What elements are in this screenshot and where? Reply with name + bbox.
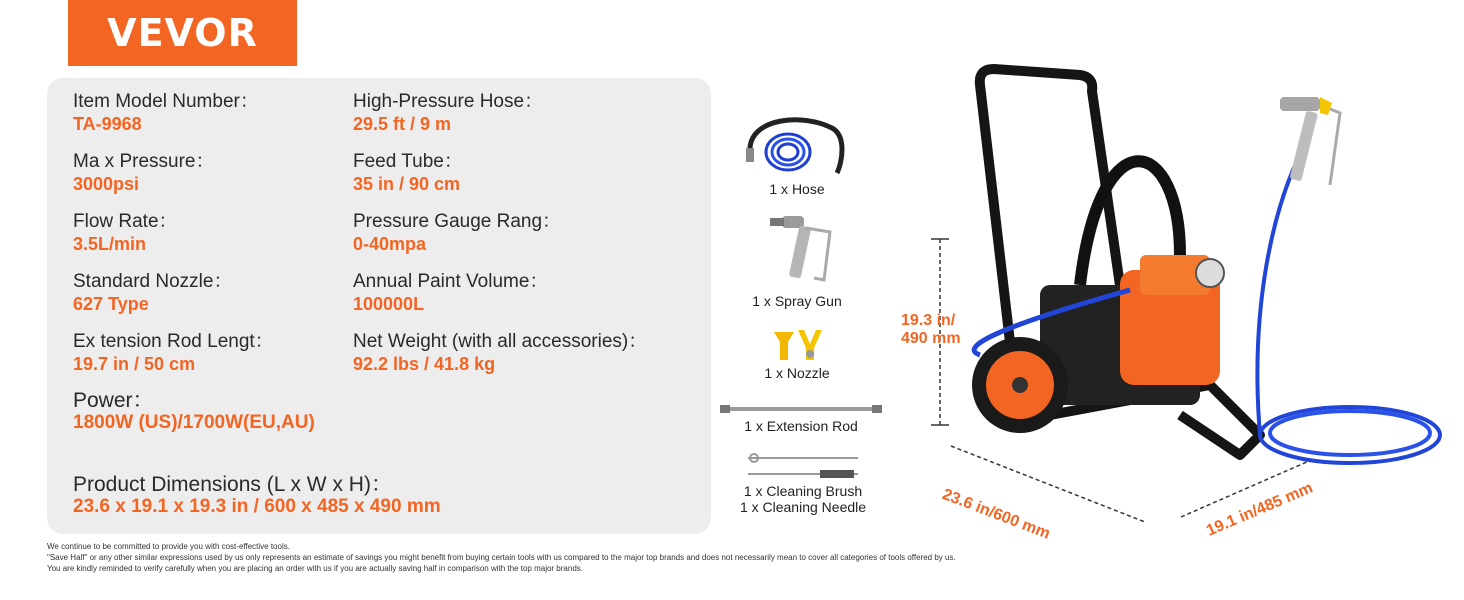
spec-pressure-gauge-range (353, 211, 561, 255)
spec-high-pressure-hose (353, 91, 543, 135)
logo-text: VEVOR (107, 11, 258, 55)
spec-label: High-Pressure Hose： (353, 91, 544, 112)
spec-value: 23.6 x 19.1 x 19.3 in / 600 x 485 x 490 mm (73, 496, 441, 517)
height-dimension-mm: 490 mm (901, 330, 961, 347)
disclaimer-line: We continue to be committed to provide you with cost-effective tools. (47, 542, 290, 551)
brand-logo (68, 0, 297, 66)
spec-label: Standard Nozzle： (73, 271, 233, 292)
spec-label: Pressure Gauge Rang： (353, 211, 562, 232)
spec-annual-paint-volume (353, 271, 548, 315)
accessory-hose (733, 108, 861, 197)
nozzle-icon (752, 326, 842, 362)
spec-value: 92.2 lbs / 41.8 kg (353, 354, 496, 374)
spec-max-pressure (73, 151, 214, 195)
spec-value: 19.7 in / 50 cm (73, 354, 196, 374)
spec-value: TA-9968 (73, 114, 142, 134)
spec-value: 3.5L/min (73, 234, 147, 254)
spec-label: Annual Paint Volume： (353, 271, 549, 292)
cleaning-brush-icon (740, 450, 866, 480)
accessory-label: 1 x Cleaning Needle (739, 499, 867, 515)
accessory-extension-rod (718, 402, 884, 434)
spec-value: 627 Type (73, 294, 149, 314)
spec-value: 0-40mpa (353, 234, 427, 254)
spec-product-dimensions (73, 474, 441, 518)
spec-value: 1800W (US)/1700W(EU,AU) (73, 412, 315, 433)
spec-label: Feed Tube： (353, 151, 463, 172)
length-dimension-label: 23.6 in/600 mm (939, 486, 1053, 543)
spec-label: Ma x Pressure： (73, 151, 215, 172)
height-dimension-label (901, 312, 961, 348)
spec-label: Flow Rate： (73, 211, 178, 232)
spray-gun-icon (752, 208, 842, 290)
accessory-spray-gun (733, 208, 861, 309)
spec-extension-rod-length (73, 331, 274, 375)
spec-value: 29.5 ft / 9 m (353, 114, 452, 134)
spec-flow-rate (73, 211, 178, 255)
accessory-label: 1 x Spray Gun (752, 293, 842, 309)
disclaimer (47, 541, 956, 574)
spec-value: 35 in / 90 cm (353, 174, 461, 194)
accessory-label: 1 x Nozzle (764, 365, 830, 381)
spec-label: Item Model Number： (73, 91, 259, 112)
disclaimer-line: "Save Half" or any other similar expressions used by us only represents an estimate of savings you might benefit from buying certain tools with us compared to the major top brands and does not necessarily mean to cover all categories of tools offered by us. (47, 553, 956, 562)
accessory-label: 1 x Cleaning Brush (743, 483, 863, 499)
accessory-label: 1 x Hose (769, 181, 825, 197)
spec-label: Ex tension Rod Lengt： (73, 331, 274, 352)
spec-label: Product Dimensions (L x W x H)： (73, 473, 392, 496)
hose-icon (742, 108, 852, 178)
spec-value: 100000L (353, 294, 425, 314)
width-dimension-label: 19.1 in/485 mm (1204, 479, 1316, 540)
disclaimer-line: You are kindly reminded to verify carefully when you are placing an order with us if you are actually saving half in comparison with the top major brands. (47, 564, 583, 573)
spec-value: 3000psi (73, 174, 140, 194)
spec-standard-nozzle (73, 271, 232, 315)
spec-power (73, 390, 315, 434)
spec-net-weight (353, 331, 647, 375)
spec-label: Power： (73, 389, 154, 412)
extension-rod-icon (720, 403, 882, 415)
accessory-nozzle (733, 326, 861, 381)
accessory-label: 1 x Extension Rod (744, 418, 858, 434)
height-dimension-inches: 19.3 in/ (901, 312, 956, 329)
spec-feed-tube (353, 151, 463, 195)
accessory-cleaning-tools (728, 450, 878, 515)
spec-model-number (73, 91, 259, 135)
spec-label: Net Weight (with all accessories)： (353, 331, 648, 352)
